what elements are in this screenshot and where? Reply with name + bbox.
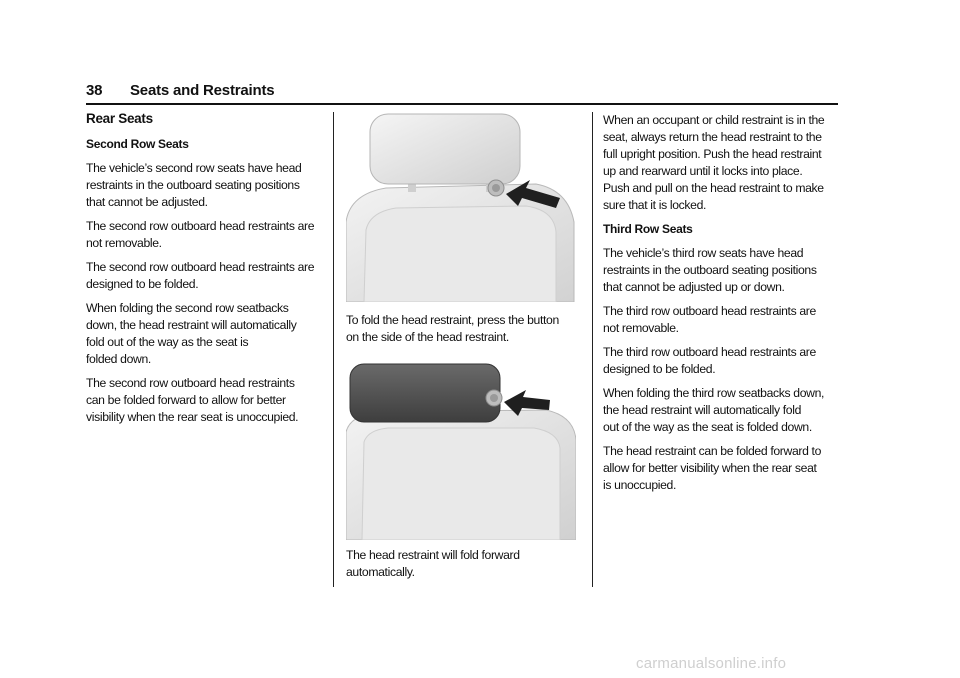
caption-fold-result: The head restraint will fold forward automatically.: [346, 548, 520, 579]
column-left: [86, 110, 326, 433]
page-header: [86, 82, 838, 104]
paragraph: The second row outboard head restraints are designed to be folded.: [86, 260, 315, 291]
paragraph: The third row outboard head restraints are designed to be folded.: [603, 345, 816, 376]
rear-seats-heading: Rear Seats: [86, 111, 153, 126]
head-restraint-folded-illustration: [346, 356, 576, 540]
head-restraint-upright-illustration: [346, 112, 576, 302]
paragraph: When folding the third row seatbacks down, the head restraint will automatically fold out of the way as the seat is folded down.: [603, 386, 825, 434]
paragraph: When folding the second row seatbacks down, the head restraint will automatically fold out of the way as the seat is folded down.: [86, 301, 297, 366]
caption-fold-instruction: To fold the head restraint, press the button on the side of the head restraint.: [346, 313, 559, 344]
paragraph: The second row outboard head restraints are not removable.: [86, 219, 315, 250]
third-row-seats-subheading: Third Row Seats: [603, 222, 693, 236]
second-row-seats-subheading: Second Row Seats: [86, 137, 189, 151]
header-rule: [86, 103, 838, 105]
paragraph: The head restraint can be folded forward to allow for better visibility when the rear seat is unoccupied.: [603, 444, 822, 492]
paragraph: The vehicle’s third row seats have head restraints in the outboard seating positions that cannot be adjusted up or down.: [603, 246, 817, 294]
column-right: [603, 112, 843, 501]
page-number: 38: [86, 82, 103, 99]
paragraph: When an occupant or child restraint is in the seat, always return the head restraint to the full upright position. Push the head restraint up and rearward until it locks into place. Push and pull on the head restraint to make sure that it is locked.: [603, 113, 825, 212]
watermark: carmanualsonline.info: [636, 655, 787, 672]
paragraph: The third row outboard head restraints are not removable.: [603, 304, 816, 335]
paragraph: The vehicle’s second row seats have head restraints in the outboard seating positions that cannot be adjusted.: [86, 161, 302, 209]
column-divider: [333, 112, 334, 587]
column-divider: [592, 112, 593, 587]
section-title: Seats and Restraints: [130, 82, 275, 99]
paragraph: The second row outboard head restraints can be folded forward to allow for better visibility when the rear seat is unoccupied.: [86, 376, 299, 424]
